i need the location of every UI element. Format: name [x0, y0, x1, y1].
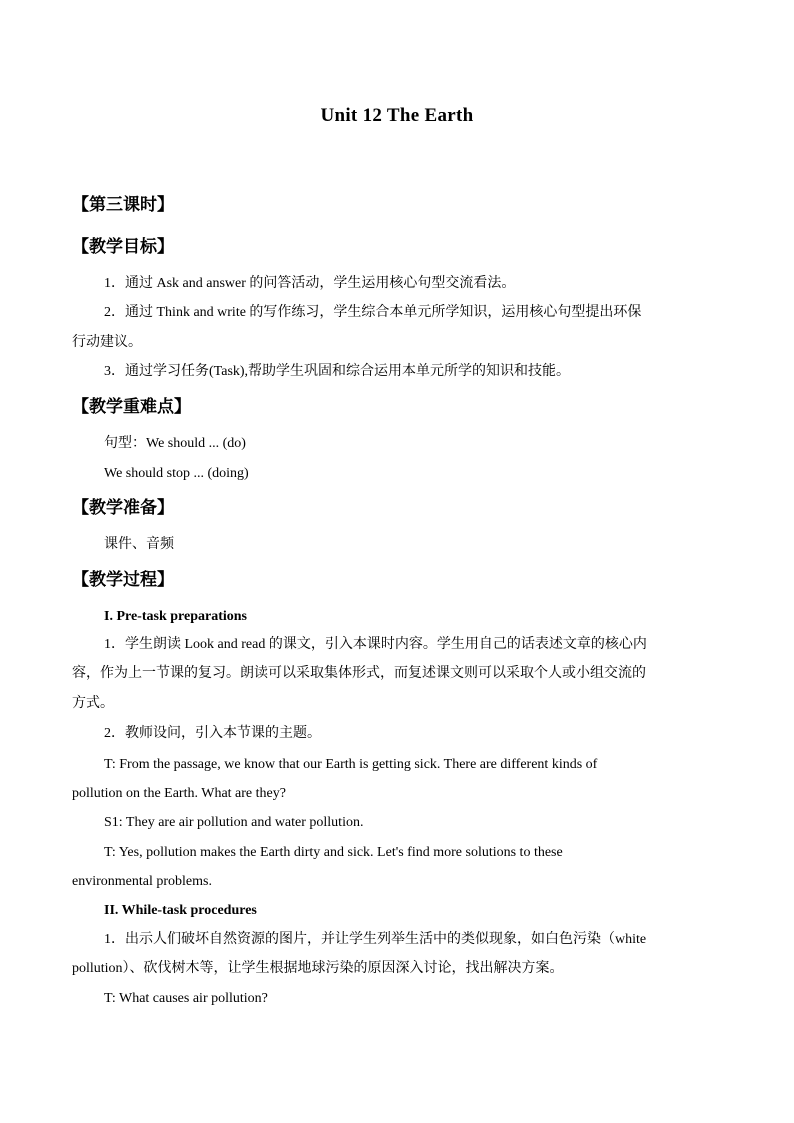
objective-item-2-line1: 2．通过 Think and write 的写作练习，学生综合本单元所学知识，运用核心句型提出环保 [104, 305, 642, 320]
key-point-line-1: 句型：We should ... (do) [104, 436, 246, 451]
objective-item-3: 3．通过学习任务(Task),帮助学生巩固和综合运用本单元所学的知识和技能。 [104, 364, 571, 379]
section-preparation-heading: 【教学准备】 [72, 498, 174, 518]
pre-task-item-1-line2: 容，作为上一节课的复习。朗读可以采取集体形式，而复述课文则可以采取个人或小组交流的 [72, 666, 646, 681]
dialogue-t2-line1: T: Yes, pollution makes the Earth dirty and sick. Let's find more solutions to these [104, 845, 563, 860]
dialogue-t3: T: What causes air pollution? [104, 991, 268, 1006]
key-point-line-2: We should stop ... (doing) [104, 466, 249, 481]
section-process-heading: 【教学过程】 [72, 570, 174, 590]
dialogue-t1-line1: T: From the passage, we know that our Earth is getting sick. There are different kinds of [104, 757, 598, 772]
document-title: Unit 12 The Earth [320, 105, 474, 126]
pre-task-item-1-line1: 1．学生朗读 Look and read 的课文，引入本课时内容。学生用自己的话表述文章的核心内 [104, 637, 647, 652]
pre-task-item-1-line3: 方式。 [72, 696, 114, 711]
pre-task-item-2: 2．教师设问，引入本节课的主题。 [104, 726, 321, 741]
while-task-heading: II. While-task procedures [104, 903, 257, 918]
pre-task-heading: I. Pre-task preparations [104, 609, 247, 624]
while-task-item-1-line2: pollution）、砍伐树木等，让学生根据地球污染的原因深入讨论，找出解决方案。 [72, 961, 564, 976]
dialogue-t1-line2: pollution on the Earth. What are they? [72, 786, 286, 801]
dialogue-s1: S1: They are air pollution and water pollution. [104, 815, 364, 830]
objective-item-2-line2: 行动建议。 [72, 335, 142, 350]
dialogue-t2-line2: environmental problems. [72, 874, 212, 889]
section-lesson-heading: 【第三课时】 [72, 195, 174, 215]
preparation-line-1: 课件、音频 [104, 537, 174, 552]
section-key-points-heading: 【教学重难点】 [72, 397, 191, 417]
objective-item-1: 1．通过 Ask and answer 的问答活动，学生运用核心句型交流看法。 [104, 276, 516, 291]
section-objectives-heading: 【教学目标】 [72, 237, 174, 257]
while-task-item-1-line1: 1．出示人们破坏自然资源的图片，并让学生列举生活中的类似现象，如白色污染（white [104, 932, 647, 947]
